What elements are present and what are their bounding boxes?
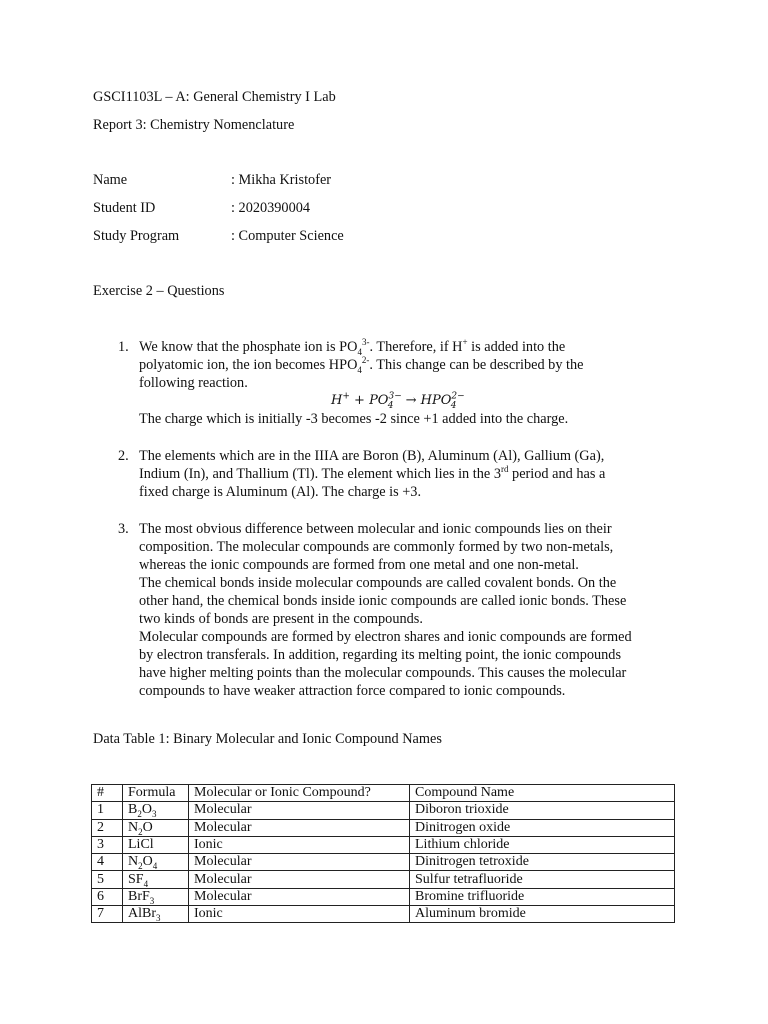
header-cell: # <box>92 785 123 802</box>
formula-cell: $B_2O_3$ <box>123 802 189 819</box>
question-1-number: 1. <box>118 339 129 355</box>
compound-type-cell: Molecular <box>189 819 410 836</box>
formula-cell: $N_2O$ <box>123 819 189 836</box>
question-1-line-4: The charge which is initially -3 becomes -2 since +1 added into the charge. <box>139 411 569 427</box>
question-2-number: 2. <box>118 448 129 464</box>
question-1-line-3: following reaction. <box>139 375 248 391</box>
student-id-row <box>93 199 693 217</box>
row-number: 5 <box>92 871 123 888</box>
exercise-title: Exercise 2 – Questions <box>93 283 225 299</box>
compound-type-cell: Molecular <box>189 888 410 905</box>
question-3-line: Molecular compounds are formed by electron shares and ionic compounds are formed <box>139 629 632 645</box>
question-2-line-3: fixed charge is Aluminum (Al). The charge is +3. <box>139 484 422 500</box>
study-program-label: Study Program <box>93 228 180 244</box>
compound-name-cell: Dinitrogen tetroxide <box>410 854 675 871</box>
question-3-line: whereas the ionic compounds are formed from one metal and one non-metal. <box>139 557 579 573</box>
compound-type-cell: Ionic <box>189 906 410 923</box>
question-3-line: by electron transferals. In addition, regarding its melting point, the ionic compounds <box>139 647 622 663</box>
row-number: 3 <box>92 836 123 853</box>
formula-cell: $SF_4$ <box>123 871 189 888</box>
table-row <box>92 836 675 853</box>
question-3-line: other hand, the chemical bonds inside ionic compounds are called ionic bonds. These <box>139 593 627 609</box>
table-row <box>92 819 675 836</box>
row-number: 2 <box>92 819 123 836</box>
question-3-line: compounds to have weaker attraction force compared to ionic compounds. <box>139 683 566 699</box>
formula-cell: BrF$_3$ <box>123 888 189 905</box>
formula-cell: LiCl <box>123 836 189 853</box>
compound-type-cell: Molecular <box>189 854 410 871</box>
student-id-value: : 2020390004 <box>231 200 311 216</box>
question-3-line: have higher melting points than the molecular compounds. This causes the molecular <box>139 665 627 681</box>
student-id-label: Student ID <box>93 200 156 216</box>
compound-table <box>91 784 675 923</box>
header-cell: Compound Name <box>410 785 675 802</box>
table-row <box>92 854 675 871</box>
compound-type-cell: Ionic <box>189 836 410 853</box>
question-3-line: The chemical bonds inside molecular compounds are called covalent bonds. On the <box>139 575 617 591</box>
table-header-row <box>92 785 675 802</box>
row-number: 6 <box>92 888 123 905</box>
reaction-equation: $H^+ + PO^{3-}_4 \to HPO^{2-}_4$ <box>331 391 465 411</box>
name-row <box>93 171 693 189</box>
compound-name-cell: Sulfur tetrafluoride <box>410 871 675 888</box>
table-row <box>92 888 675 905</box>
study-program-row <box>93 227 693 245</box>
question-3-line: The most obvious difference between molecular and ionic compounds lies on their <box>139 521 612 537</box>
question-3-number: 3. <box>118 521 129 537</box>
row-number: 4 <box>92 854 123 871</box>
study-program-value: : Computer Science <box>231 228 344 244</box>
compound-name-cell: Aluminum bromide <box>410 906 675 923</box>
compound-name-cell: Diboron trioxide <box>410 802 675 819</box>
report-title: Report 3: Chemistry Nomenclature <box>93 117 295 133</box>
question-2-line-2: Indium (In), and Thallium (Tl). The element which lies in the 3rd period and has a <box>139 464 606 482</box>
header-cell: Formula <box>123 785 189 802</box>
header-cell: Molecular or Ionic Compound? <box>189 785 410 802</box>
question-1-line-1: We know that the phosphate ion is $PO_4^{3-}$. Therefore, if H+ is added into the <box>139 337 566 357</box>
course-title: GSCI1103L – A: General Chemistry I Lab <box>93 89 336 105</box>
table-row <box>92 802 675 819</box>
row-number: 7 <box>92 906 123 923</box>
compound-type-cell: Molecular <box>189 871 410 888</box>
compound-type-cell: Molecular <box>189 802 410 819</box>
compound-name-cell: Bromine trifluoride <box>410 888 675 905</box>
formula-cell: $N_2O_4$ <box>123 854 189 871</box>
name-label: Name <box>93 172 128 188</box>
row-number: 1 <box>92 802 123 819</box>
question-2-line-1: The elements which are in the IIIA are Boron (B), Aluminum (Al), Gallium (Ga), <box>139 448 605 464</box>
formula-cell: AlBr$_3$ <box>123 906 189 923</box>
question-3-line: two kinds of bonds are present in the compounds. <box>139 611 423 627</box>
question-1-line-2: polyatomic ion, the ion becomes $HPO_4^{2-}$. This change can be described by the <box>139 355 584 375</box>
table-title: Data Table 1: Binary Molecular and Ionic Compound Names <box>93 731 442 747</box>
name-value: : Mikha Kristofer <box>231 172 332 188</box>
table-row <box>92 906 675 923</box>
compound-name-cell: Lithium chloride <box>410 836 675 853</box>
question-3-line: composition. The molecular compounds are commonly formed by two non-metals, <box>139 539 614 555</box>
compound-name-cell: Dinitrogen oxide <box>410 819 675 836</box>
table-row <box>92 871 675 888</box>
